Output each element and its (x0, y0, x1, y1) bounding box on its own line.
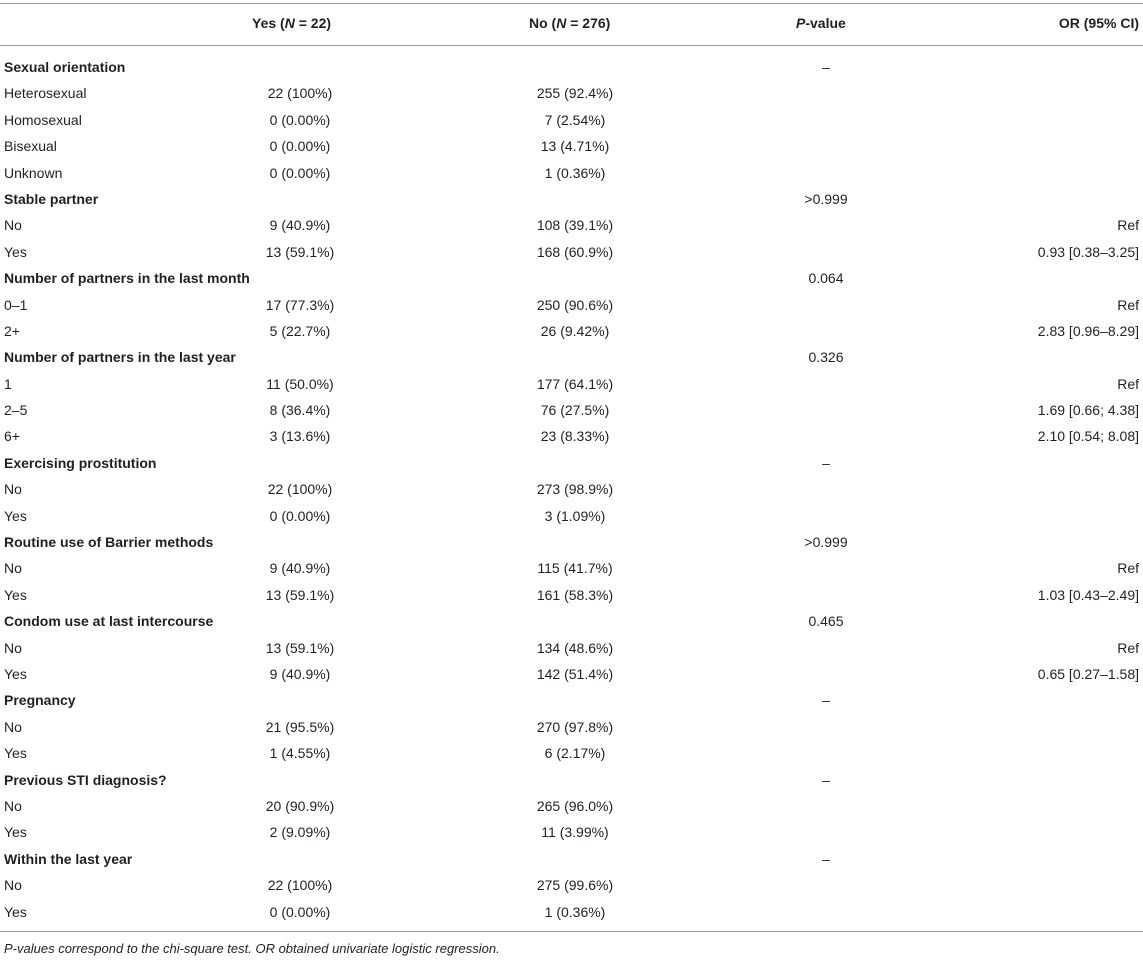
table-section-row (0, 54, 1143, 80)
cell-no: 161 (58.3%) (536, 586, 614, 603)
table-footnote: P-values correspond to the chi-square test. OR obtained univariate logistic regression. (4, 941, 500, 956)
cell-yes: 9 (40.9%) (269, 217, 331, 234)
table-section-row (0, 344, 1143, 370)
cell-odds-ratio: Ref (1117, 560, 1139, 577)
cell-p-value: – (822, 454, 830, 471)
cell-no: 168 (60.9%) (536, 243, 614, 260)
table-row (0, 661, 1143, 687)
cell-odds-ratio: Ref (1117, 296, 1139, 313)
table-section-row (0, 767, 1143, 793)
table-row (0, 555, 1143, 581)
table-section-row (0, 265, 1143, 291)
table-row (0, 397, 1143, 423)
cell-no: 265 (96.0%) (536, 797, 614, 814)
cell-no: 7 (2.54%) (544, 111, 606, 128)
cell-yes: 22 (100%) (267, 85, 333, 102)
cell-yes: 22 (100%) (267, 877, 333, 894)
table-row (0, 160, 1143, 186)
header-p-value: P-value (796, 15, 846, 31)
cell-no: 1 (0.36%) (544, 164, 606, 181)
cell-yes: 20 (90.9%) (265, 797, 335, 814)
cell-no: 23 (8.33%) (540, 428, 610, 445)
row-label: Routine use of Barrier methods (4, 534, 214, 551)
cell-odds-ratio: Ref (1117, 217, 1139, 234)
table-row (0, 793, 1143, 819)
table-row (0, 133, 1143, 159)
row-label: Bisexual (4, 138, 57, 155)
cell-no: 255 (92.4%) (536, 85, 614, 102)
table-row (0, 80, 1143, 106)
row-label: Stable partner (4, 190, 99, 207)
cell-no: 250 (90.6%) (536, 296, 614, 313)
cell-yes: 11 (50.0%) (266, 375, 334, 392)
cell-no: 134 (48.6%) (536, 639, 614, 656)
table-header-rule (0, 45, 1143, 46)
cell-p-value: >0.999 (804, 190, 848, 207)
cell-yes: 21 (95.5%) (265, 718, 335, 735)
row-label: No (4, 877, 22, 894)
cell-p-value: >0.999 (804, 534, 848, 551)
table-section-row (0, 608, 1143, 634)
row-label: 1 (4, 375, 12, 392)
cell-yes: 0 (0.00%) (269, 138, 331, 155)
cell-odds-ratio: 1.69 [0.66; 4.38] (1037, 402, 1139, 419)
row-label: No (4, 217, 22, 234)
cell-odds-ratio: 0.93 [0.38–3.25] (1037, 243, 1139, 260)
table-row (0, 582, 1143, 608)
row-label: 0–1 (4, 296, 28, 313)
cell-no: 142 (51.4%) (536, 665, 614, 682)
table-row (0, 371, 1143, 397)
cell-p-value: 0.064 (808, 270, 844, 287)
table-bottom-rule (0, 931, 1143, 932)
cell-odds-ratio: 1.03 [0.43–2.49] (1037, 586, 1139, 603)
cell-p-value: – (822, 771, 830, 788)
cell-no: 6 (2.17%) (544, 745, 606, 762)
cell-yes: 0 (0.00%) (269, 111, 331, 128)
table-row (0, 318, 1143, 344)
cell-yes: 2 (9.09%) (269, 824, 331, 841)
cell-no: 11 (3.99%) (541, 824, 609, 841)
row-label: Yes (4, 745, 27, 762)
header-odds-ratio: OR (95% CI) (1058, 15, 1139, 31)
cell-p-value: – (822, 59, 830, 75)
cell-no: 1 (0.36%) (544, 903, 606, 920)
row-label: Unknown (4, 164, 63, 181)
row-label: 6+ (4, 428, 20, 445)
cell-yes: 8 (36.4%) (269, 402, 331, 419)
row-label: No (4, 639, 22, 656)
cell-no: 3 (1.09%) (544, 507, 606, 524)
cell-yes: 0 (0.00%) (269, 164, 331, 181)
cell-yes: 13 (59.1%) (265, 586, 335, 603)
row-label: Condom use at last intercourse (4, 613, 214, 630)
row-label: Heterosexual (4, 85, 87, 102)
table-section-row (0, 687, 1143, 713)
cell-yes: 1 (4.55%) (269, 745, 331, 762)
cell-yes: 13 (59.1%) (265, 243, 335, 260)
table-section-row (0, 529, 1143, 555)
table-row (0, 476, 1143, 502)
cell-yes: 0 (0.00%) (269, 507, 331, 524)
table-row (0, 714, 1143, 740)
row-label: 2–5 (4, 402, 28, 419)
row-label: Pregnancy (4, 692, 76, 709)
cell-odds-ratio: Ref (1117, 375, 1139, 392)
row-label: Number of partners in the last month (4, 270, 250, 287)
header-yes-group: Yes (N = 22) (252, 15, 332, 31)
cell-no: 177 (64.1%) (536, 375, 614, 392)
table-row (0, 107, 1143, 133)
table-top-rule (0, 3, 1143, 4)
cell-p-value: – (822, 692, 830, 709)
cell-p-value: 0.326 (808, 349, 844, 366)
cell-odds-ratio: Ref (1117, 639, 1139, 656)
cell-odds-ratio: 2.83 [0.96–8.29] (1037, 322, 1139, 339)
header-no-group: No (N = 276) (529, 15, 611, 31)
row-label: 2+ (4, 322, 20, 339)
cell-no: 275 (99.6%) (536, 877, 614, 894)
table-row (0, 212, 1143, 238)
row-label: No (4, 718, 22, 735)
table-row (0, 239, 1143, 265)
cell-yes: 9 (40.9%) (269, 665, 331, 682)
row-label: Yes (4, 903, 27, 920)
row-label: Number of partners in the last year (4, 349, 236, 366)
cell-no: 76 (27.5%) (540, 402, 610, 419)
cell-no: 115 (41.7%) (537, 560, 613, 577)
cell-yes: 3 (13.6%) (269, 428, 331, 445)
table-row (0, 635, 1143, 661)
row-label: Exercising prostitution (4, 454, 157, 471)
table-row (0, 740, 1143, 766)
table-section-row (0, 186, 1143, 212)
cell-no: 273 (98.9%) (536, 481, 614, 498)
table-row (0, 899, 1143, 925)
cell-no: 270 (97.8%) (536, 718, 614, 735)
cell-yes: 17 (77.3%) (265, 296, 335, 313)
cell-yes: 0 (0.00%) (269, 903, 331, 920)
cell-no: 13 (4.71%) (540, 138, 610, 155)
cell-yes: 9 (40.9%) (269, 560, 331, 577)
table-row (0, 819, 1143, 845)
cell-yes: 22 (100%) (267, 481, 333, 498)
row-label: Homosexual (4, 111, 82, 128)
row-label: Previous STI diagnosis? (4, 771, 167, 788)
row-label: No (4, 797, 22, 814)
row-label: Within the last year (4, 850, 133, 867)
row-label: Yes (4, 507, 27, 524)
table-row (0, 292, 1143, 318)
row-label: Yes (4, 665, 27, 682)
cell-p-value: 0.465 (808, 613, 844, 630)
table-row (0, 872, 1143, 898)
row-label: Yes (4, 824, 27, 841)
cell-odds-ratio: 2.10 [0.54; 8.08] (1037, 428, 1139, 445)
cell-no: 26 (9.42%) (540, 322, 610, 339)
row-label: Yes (4, 586, 27, 603)
table-row (0, 503, 1143, 529)
cell-no: 108 (39.1%) (536, 217, 614, 234)
row-label: No (4, 560, 22, 577)
cell-p-value: – (822, 850, 830, 867)
table-section-row (0, 846, 1143, 872)
row-label: Yes (4, 243, 27, 260)
table-body (0, 54, 1143, 925)
row-label: Sexual orientation (4, 59, 126, 75)
row-label: No (4, 481, 22, 498)
cell-yes: 13 (59.1%) (265, 639, 335, 656)
table-section-row (0, 450, 1143, 476)
cell-yes: 5 (22.7%) (269, 322, 331, 339)
cell-odds-ratio: 0.65 [0.27–1.58] (1037, 665, 1139, 682)
table-row (0, 423, 1143, 449)
